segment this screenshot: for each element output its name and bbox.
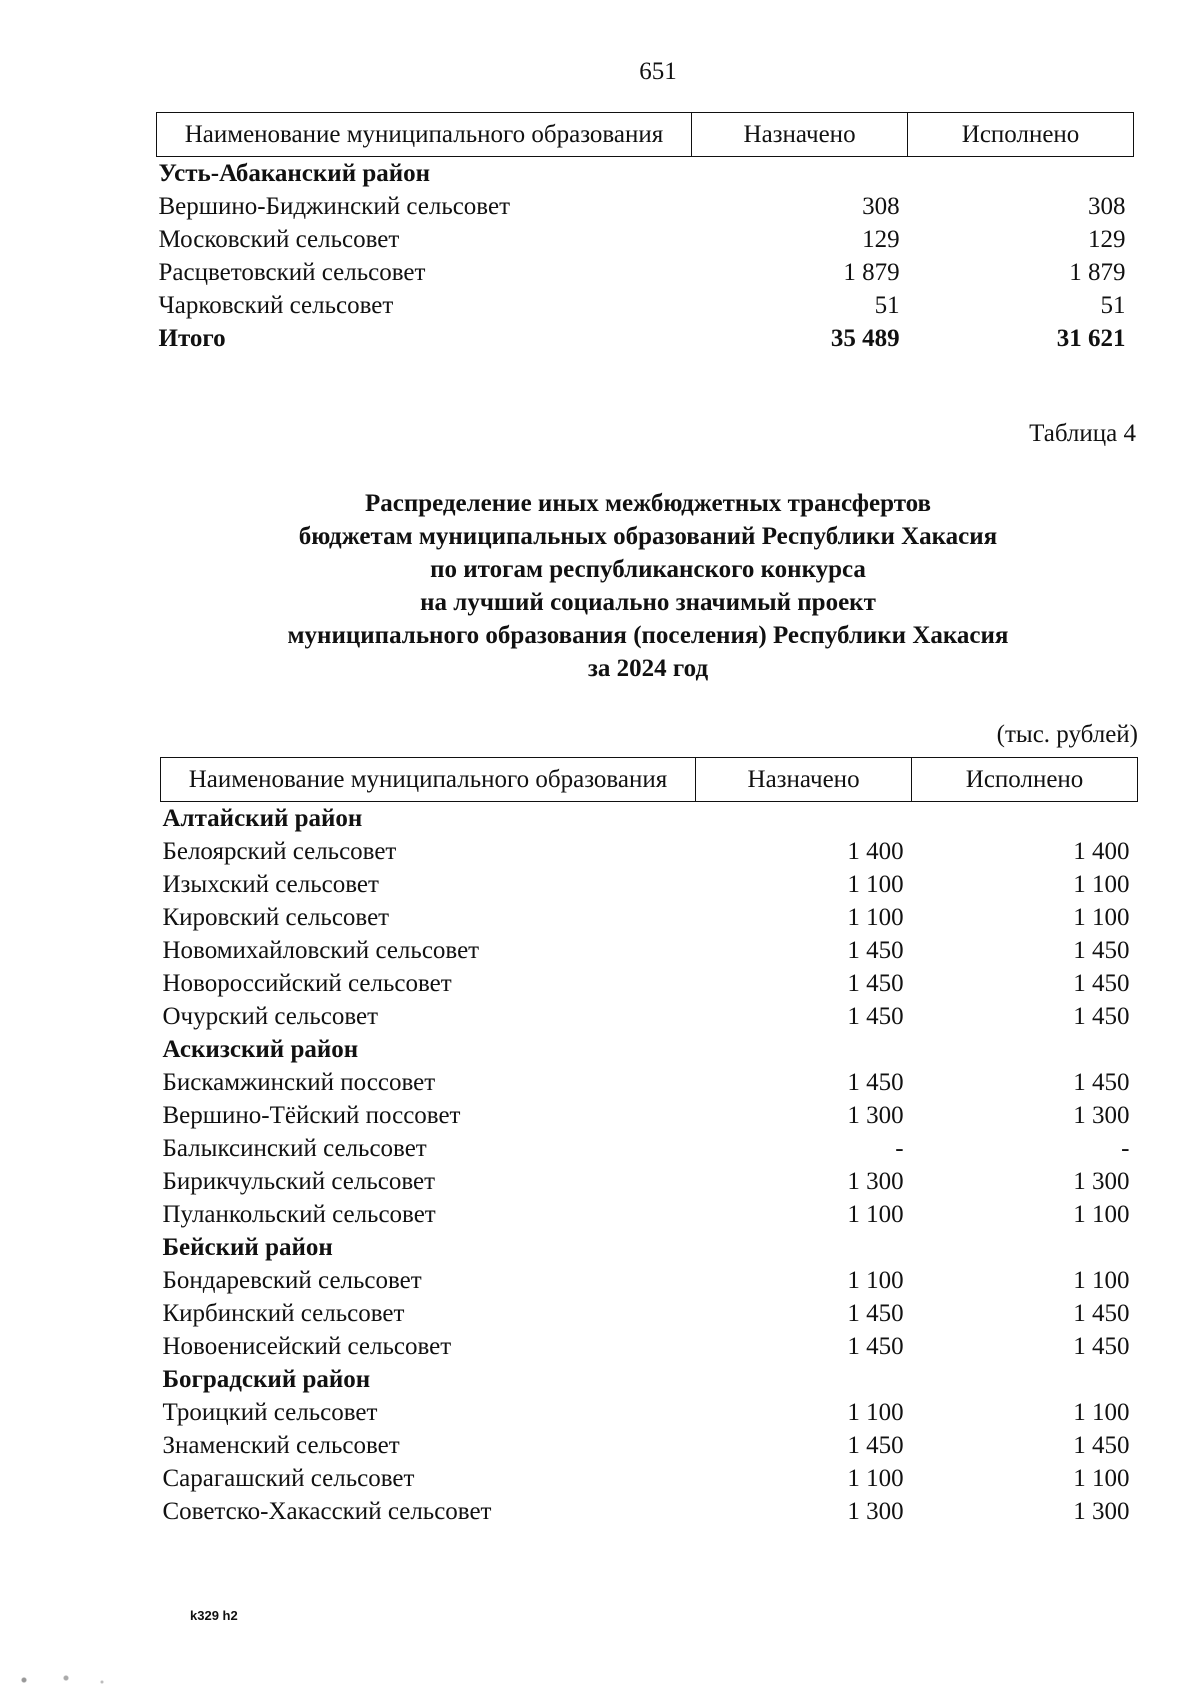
title-line: по итогам республиканского конкурса <box>430 556 866 583</box>
row-executed: 1 450 <box>1073 1300 1130 1327</box>
row-name: Бирикчульский сельсовет <box>162 1168 436 1195</box>
row-assigned <box>696 1033 912 1066</box>
row-assigned: 1 100 <box>847 1201 904 1228</box>
row-assigned: 1 400 <box>847 838 904 865</box>
row-name: Алтайский район <box>162 805 363 832</box>
row-executed <box>908 157 1134 191</box>
header-name: Наименование муниципального образования <box>157 113 692 157</box>
row-name: Московский сельсовет <box>158 226 400 253</box>
row-name: Бондаревский сельсовет <box>162 1267 422 1294</box>
table-2 <box>160 757 1138 1528</box>
title-line: на лучший социально значимый проект <box>420 589 876 616</box>
table-row <box>161 835 1138 868</box>
row-assigned: 1 450 <box>847 1333 904 1360</box>
row-executed: 51 <box>1100 292 1126 319</box>
row-executed: 1 300 <box>1073 1498 1130 1525</box>
row-name: Итого <box>158 325 226 352</box>
footer-code: k329 h2 <box>190 1608 238 1623</box>
row-executed: 1 100 <box>1073 1465 1130 1492</box>
row-executed <box>912 1363 1138 1396</box>
row-executed: 1 100 <box>1073 1267 1130 1294</box>
row-name: Знаменский сельсовет <box>162 1432 400 1459</box>
document-title <box>140 487 1156 685</box>
row-executed: 1 300 <box>1073 1168 1130 1195</box>
row-assigned: 1 300 <box>847 1102 904 1129</box>
table-row <box>161 1495 1138 1528</box>
table-row <box>161 1429 1138 1462</box>
row-assigned <box>692 157 908 191</box>
row-executed <box>912 1033 1138 1066</box>
row-assigned: 1 450 <box>847 1300 904 1327</box>
table-row <box>161 1264 1138 1297</box>
total-row <box>157 322 1134 355</box>
row-name: Бейский район <box>162 1234 333 1261</box>
table-row <box>157 289 1134 322</box>
row-name: Очурский сельсовет <box>162 1003 379 1030</box>
district-row <box>161 1033 1138 1066</box>
row-executed: 1 300 <box>1073 1102 1130 1129</box>
table-row <box>161 1297 1138 1330</box>
table-row <box>161 1000 1138 1033</box>
row-name: Чарковский сельсовет <box>158 292 394 319</box>
row-assigned: 1 300 <box>847 1498 904 1525</box>
row-name: Аскизский район <box>162 1036 359 1063</box>
row-name: Новоенисейский сельсовет <box>162 1333 452 1360</box>
row-name: Вершино-Биджинский сельсовет <box>158 193 510 220</box>
row-name: Пуланкольский сельсовет <box>162 1201 436 1228</box>
row-executed: 1 450 <box>1073 970 1130 997</box>
header-assigned: Назначено <box>696 758 912 802</box>
row-assigned: 1 450 <box>847 1003 904 1030</box>
table-caption: Таблица 4 <box>1029 420 1136 447</box>
row-executed: 31 621 <box>1056 325 1126 352</box>
table-row <box>161 1462 1138 1495</box>
row-name: Троицкий сельсовет <box>162 1399 378 1426</box>
row-assigned: 1 879 <box>843 259 900 286</box>
row-executed: 1 450 <box>1073 937 1130 964</box>
row-assigned <box>696 1231 912 1264</box>
row-executed: 1 450 <box>1073 1333 1130 1360</box>
table-row <box>161 868 1138 901</box>
row-name: Новомихайловский сельсовет <box>162 937 480 964</box>
units-label: (тыс. рублей) <box>996 721 1138 748</box>
table-1-header-row <box>157 113 1134 157</box>
row-assigned <box>696 1363 912 1396</box>
table-row <box>161 1198 1138 1231</box>
table-row <box>161 1330 1138 1363</box>
row-executed: 1 100 <box>1073 871 1130 898</box>
district-row <box>161 1363 1138 1396</box>
table-row <box>157 223 1134 256</box>
row-executed <box>912 1231 1138 1264</box>
district-row <box>161 1231 1138 1264</box>
table-row <box>161 967 1138 1000</box>
row-name: Советско-Хакасский сельсовет <box>162 1498 492 1525</box>
title-line: за 2024 год <box>587 655 709 682</box>
row-assigned: 1 450 <box>847 937 904 964</box>
table-row <box>161 1165 1138 1198</box>
row-name: Усть-Абаканский район <box>158 160 431 187</box>
district-row <box>161 802 1138 836</box>
row-name: Расцветовский сельсовет <box>158 259 426 286</box>
row-name: Белоярский сельсовет <box>162 838 397 865</box>
table-row <box>161 901 1138 934</box>
row-name: Вершино-Тёйский поссовет <box>162 1102 461 1129</box>
row-executed: 1 100 <box>1073 904 1130 931</box>
row-assigned: 1 450 <box>847 970 904 997</box>
row-name: Кирбинский сельсовет <box>162 1300 405 1327</box>
row-executed: 129 <box>1088 226 1126 253</box>
row-name: Изыхский сельсовет <box>162 871 379 898</box>
header-name: Наименование муниципального образования <box>161 758 696 802</box>
title-line: Распределение иных межбюджетных трансфертов <box>364 490 932 517</box>
row-executed: 1 100 <box>1073 1201 1130 1228</box>
table-row <box>161 1396 1138 1429</box>
row-assigned: 51 <box>874 292 900 319</box>
row-name: Боградский район <box>162 1366 371 1393</box>
row-assigned: 1 100 <box>847 1267 904 1294</box>
row-assigned <box>696 802 912 836</box>
row-executed: 1 450 <box>1073 1003 1130 1030</box>
header-executed: Исполнено <box>908 113 1134 157</box>
row-assigned: 1 450 <box>847 1069 904 1096</box>
row-executed: 1 450 <box>1073 1432 1130 1459</box>
row-executed: 308 <box>1088 193 1126 220</box>
scan-artifact <box>0 1666 120 1686</box>
row-executed: 1 400 <box>1073 838 1130 865</box>
table-row <box>161 1066 1138 1099</box>
row-assigned: - <box>895 1135 904 1162</box>
row-executed: 1 100 <box>1073 1399 1130 1426</box>
row-assigned: 308 <box>862 193 900 220</box>
row-name: Бискамжинский поссовет <box>162 1069 436 1096</box>
table-2-body <box>161 802 1138 1529</box>
table-row <box>157 256 1134 289</box>
row-executed <box>912 802 1138 836</box>
table-row <box>157 190 1134 223</box>
table-1-body <box>157 157 1134 356</box>
header-assigned: Назначено <box>692 113 908 157</box>
row-assigned: 1 300 <box>847 1168 904 1195</box>
title-line: бюджетам муниципальных образований Республики Хакасия <box>298 523 998 550</box>
table-2-header-row <box>161 758 1138 802</box>
row-assigned: 1 450 <box>847 1432 904 1459</box>
table-row <box>161 934 1138 967</box>
table-1 <box>156 112 1134 355</box>
row-assigned: 1 100 <box>847 871 904 898</box>
row-name: Сарагашский сельсовет <box>162 1465 415 1492</box>
row-assigned: 1 100 <box>847 904 904 931</box>
table-row <box>161 1099 1138 1132</box>
row-assigned: 1 100 <box>847 1465 904 1492</box>
table-row <box>161 1132 1138 1165</box>
row-executed: 1 879 <box>1069 259 1126 286</box>
row-assigned: 129 <box>862 226 900 253</box>
page-number: 651 <box>639 58 677 85</box>
row-assigned: 1 100 <box>847 1399 904 1426</box>
header-executed: Исполнено <box>912 758 1138 802</box>
row-executed: - <box>1121 1135 1130 1162</box>
row-assigned: 35 489 <box>830 325 900 352</box>
row-executed: 1 450 <box>1073 1069 1130 1096</box>
title-line: муниципального образования (поселения) Республики Хакасия <box>287 622 1009 649</box>
district-row <box>157 157 1134 191</box>
row-name: Балыксинский сельсовет <box>162 1135 427 1162</box>
row-name: Новороссийский сельсовет <box>162 970 452 997</box>
row-name: Кировский сельсовет <box>162 904 390 931</box>
